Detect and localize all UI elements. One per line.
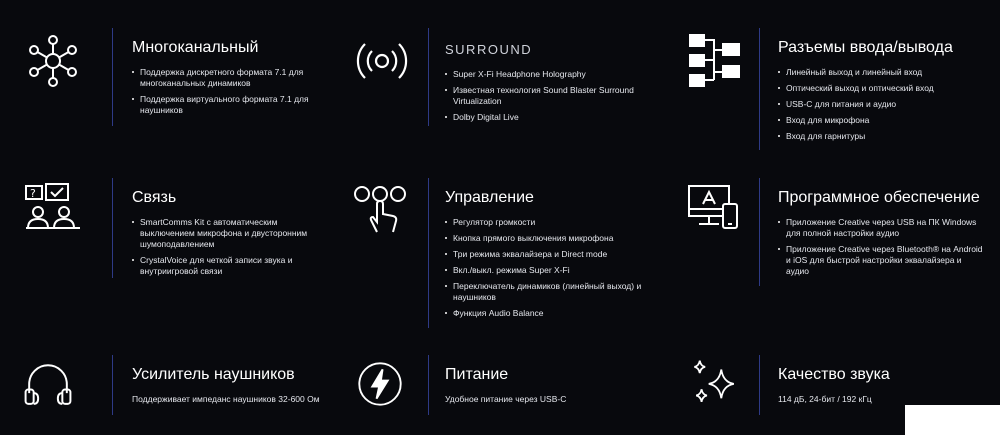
list-item: Super X-Fi Headphone Holography: [445, 69, 655, 80]
lightning-icon: [355, 359, 405, 409]
feature-text: Поддерживает импеданс наушников 32-600 Ом: [132, 394, 320, 404]
feature-text: 114 дБ, 24-бит / 192 кГц: [778, 394, 872, 404]
divider: [428, 28, 429, 126]
list-item: Регулятор громкости: [445, 217, 655, 228]
list-item: Вход для гарнитуры: [778, 131, 988, 142]
feature-title: Многоканальный: [132, 39, 259, 56]
list-item: Поддержка виртуального формата 7.1 для наушников: [132, 94, 342, 116]
list-item: Известная технология Sound Blaster Surround Virtualization: [445, 85, 653, 107]
list-item: Оптический выход и оптический вход: [778, 83, 988, 94]
feature-title: Программное обеспечение: [778, 189, 980, 206]
list-item: Три режима эквалайзера и Direct mode: [445, 249, 655, 260]
divider: [112, 355, 113, 415]
headphones-icon: [22, 359, 74, 411]
surround-sound-icon: [353, 32, 411, 90]
feature-list: [445, 217, 655, 319]
feature-list: [132, 67, 342, 116]
network-hub-icon: [24, 32, 82, 90]
feature-title: Питание: [445, 366, 509, 383]
divider: [759, 355, 760, 415]
communication-icon: [24, 182, 82, 240]
list-item: USB-C для питания и аудио: [778, 99, 988, 110]
divider: [428, 178, 429, 328]
devices-icon: [687, 182, 745, 240]
feature-title: Качество звука: [778, 366, 890, 383]
feature-title: Разъемы ввода/вывода: [778, 39, 953, 56]
divider: [112, 28, 113, 126]
io-diagram-icon: [687, 32, 745, 90]
list-item: Функция Audio Balance: [445, 308, 655, 319]
feature-list: [445, 69, 655, 123]
corner-overlay: [905, 405, 1000, 435]
list-item: Переключатель динамиков (линейный выход) и наушников: [445, 281, 658, 303]
feature-title: SURROUND: [445, 42, 533, 57]
feature-title: Управление: [445, 189, 534, 206]
divider: [428, 355, 429, 415]
divider: [759, 28, 760, 150]
list-item: SmartComms Kit с автоматическим выключением микрофона и двусторонним шумоподавлением: [132, 217, 330, 250]
list-item: Вкл./выкл. режима Super X-Fi: [445, 265, 655, 276]
feature-title: Усилитель наушников: [132, 366, 295, 383]
divider: [112, 178, 113, 278]
list-item: Линейный выход и линейный вход: [778, 67, 988, 78]
list-item: Dolby Digital Live: [445, 112, 655, 123]
list-item: Кнопка прямого выключения микрофона: [445, 233, 655, 244]
svg-text:?: ?: [30, 187, 36, 200]
list-item: Приложение Creative через USB на ПК Windows для полной настройки аудио: [778, 217, 991, 239]
feature-list: [778, 217, 988, 277]
touch-control-icon: [353, 182, 411, 240]
divider: [759, 178, 760, 286]
list-item: Поддержка дискретного формата 7.1 для многоканальных динамиков: [132, 67, 342, 89]
list-item: Вход для микрофона: [778, 115, 988, 126]
feature-text: Удобное питание через USB-C: [445, 394, 567, 404]
feature-list: [778, 67, 988, 142]
feature-title: Связь: [132, 189, 177, 206]
sparkles-icon: [689, 357, 741, 409]
feature-list: [132, 217, 342, 277]
list-item: CrystalVoice для четкой записи звука и внутриигровой связи: [132, 255, 320, 277]
list-item: Приложение Creative через Bluetooth® на Android и iOS для быстрой настройки эквалайзера и аудио: [778, 244, 986, 277]
